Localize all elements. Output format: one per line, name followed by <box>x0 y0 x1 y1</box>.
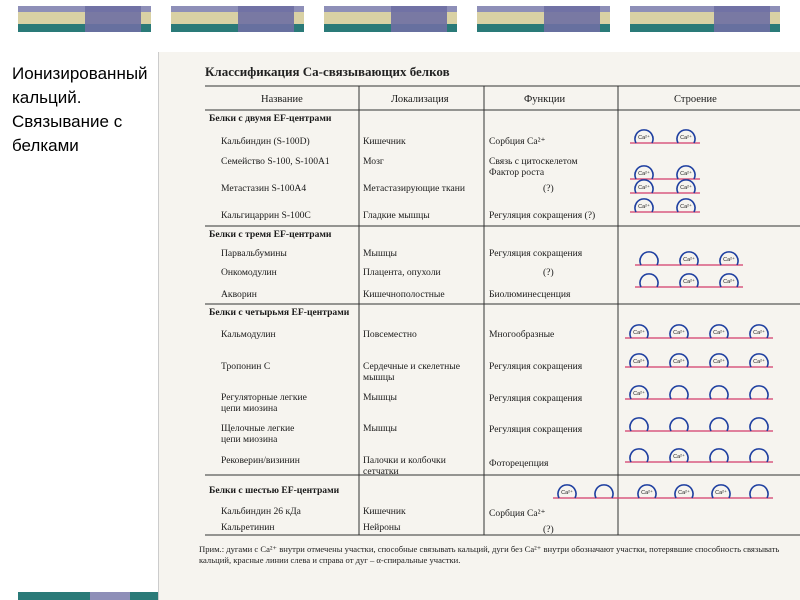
ef-hand-loop <box>750 449 768 462</box>
table-grid <box>159 52 800 600</box>
ca-bound-label: Ca²⁺ <box>753 330 765 336</box>
ca-bound-label: Ca²⁺ <box>633 359 645 365</box>
protein-localization: Метастазирующие ткани <box>363 183 466 194</box>
ca-bound-label: Ca²⁺ <box>678 490 690 496</box>
protein-name: Тропонин С <box>221 361 271 372</box>
ca-bound-label: Ca²⁺ <box>638 185 650 191</box>
protein-localization: Повсеместно <box>363 329 417 340</box>
protein-function: Сорбция Ca²⁺ <box>489 136 546 147</box>
ca-bound-label: Ca²⁺ <box>680 135 692 141</box>
protein-name: Акворин <box>221 289 257 300</box>
ca-bound-label: Ca²⁺ <box>673 454 685 460</box>
ca-bound-label: Ca²⁺ <box>633 330 645 336</box>
ca-bound-label: Ca²⁺ <box>713 330 725 336</box>
ef-hand-loop <box>595 485 613 498</box>
protein-function: (?) <box>543 183 554 194</box>
ca-bound-label: Ca²⁺ <box>713 359 725 365</box>
band-tile <box>477 6 610 36</box>
protein-localization-line2: сетчатки <box>363 466 399 477</box>
protein-function: Фоторецепция <box>489 458 549 469</box>
ef-hand-loop <box>750 386 768 399</box>
ca-bound-label: Ca²⁺ <box>680 185 692 191</box>
ef-hand-loop <box>630 449 648 462</box>
table-title: Классификация Са-связывающих белков <box>205 64 450 79</box>
protein-name-line2: цепи миозина <box>221 434 278 445</box>
ca-bound-label: Ca²⁺ <box>715 490 727 496</box>
protein-localization: Кишечник <box>363 506 406 517</box>
column-header-name: Название <box>261 94 303 105</box>
ef-hand-loop <box>640 274 658 287</box>
ca-bound-label: Ca²⁺ <box>680 204 692 210</box>
ca-bound-label: Ca²⁺ <box>638 204 650 210</box>
ef-hand-loop <box>670 418 688 431</box>
band-tile <box>171 6 304 36</box>
column-header-localization: Локализация <box>391 94 449 105</box>
protein-function: Регуляция сокращения <box>489 393 583 404</box>
bottom-decorative-band <box>90 592 130 600</box>
ca-bound-label: Ca²⁺ <box>561 490 573 496</box>
ca-bound-label: Ca²⁺ <box>673 359 685 365</box>
group-label: Белки с двумя EF-центрами <box>209 113 332 124</box>
protein-name: Кальгицаррин S-100C <box>221 210 311 221</box>
protein-localization: Гладкие мышцы <box>363 210 430 221</box>
band-tile <box>324 6 457 36</box>
protein-name: Щелочные легкие <box>221 423 295 434</box>
ca-bound-label: Ca²⁺ <box>723 257 735 263</box>
protein-name: Рековерин/визинин <box>221 455 300 466</box>
protein-name-line2: цепи миозина <box>221 403 278 414</box>
slide-heading-line: Ионизированный <box>12 64 148 83</box>
band-tile <box>630 6 780 36</box>
ca-bound-label: Ca²⁺ <box>723 279 735 285</box>
group-label: Белки с шестью EF-центрами <box>209 485 340 496</box>
protein-name: Кальбиндин 26 кДа <box>221 506 301 517</box>
ca-bound-label: Ca²⁺ <box>633 391 645 397</box>
protein-localization: Кишечник <box>363 136 406 147</box>
ca-bound-label: Ca²⁺ <box>638 171 650 177</box>
scanned-table-image <box>159 52 800 600</box>
column-header-functions: Функции <box>524 94 566 105</box>
protein-name: Парвальбумины <box>221 248 287 259</box>
protein-localization: Сердечные и скелетные <box>363 361 460 372</box>
protein-localization: Кишечнополостные <box>363 289 445 300</box>
protein-function: Связь с цитоскелетом <box>489 156 578 167</box>
ca-bound-label: Ca²⁺ <box>683 279 695 285</box>
protein-localization: Палочки и колбочки <box>363 455 446 466</box>
protein-function: Сорбция Ca²⁺ <box>489 508 546 519</box>
bottom-decorative-band <box>18 592 158 600</box>
protein-localization-line2: мышцы <box>363 372 395 383</box>
protein-localization: Нейроны <box>363 522 401 533</box>
table-footnote: Прим.: дугами с Ca²⁺ внутри отмечены участки, способные связывать кальций, дуги без Ca²⁺ внутри обозначают участки, потерявшие способность связывать кальций, красные линии слева и справа от дуг – α-спиральные участки. <box>199 544 780 565</box>
protein-name: Регуляторные легкие <box>221 392 307 403</box>
column-header-structure: Строение <box>674 94 717 105</box>
group-label: Белки с тремя EF-центрами <box>209 229 332 240</box>
protein-function: (?) <box>543 524 554 535</box>
ef-hand-loop <box>750 485 768 498</box>
protein-function: Регуляция сокращения <box>489 424 583 435</box>
protein-function: Регуляция сокращения <box>489 248 583 259</box>
protein-localization: Плацента, опухоли <box>363 267 441 278</box>
protein-name: Онкомодулин <box>221 267 277 278</box>
protein-name: Кальретинин <box>221 522 275 533</box>
protein-name: Кальмодулин <box>221 329 276 340</box>
protein-localization: Мозг <box>363 156 384 167</box>
ca-bound-label: Ca²⁺ <box>683 257 695 263</box>
protein-localization: Мышцы <box>363 248 397 259</box>
ca-bound-label: Ca²⁺ <box>753 359 765 365</box>
slide-heading-line: кальций. <box>12 88 82 107</box>
band-tile <box>18 6 151 36</box>
protein-function: Биолюминесценция <box>489 289 571 300</box>
ef-hand-loop <box>670 386 688 399</box>
ef-hand-loop <box>710 449 728 462</box>
ef-hand-loop <box>710 386 728 399</box>
group-label: Белки с четырьмя EF-центрами <box>209 307 350 318</box>
ca-bound-label: Ca²⁺ <box>638 135 650 141</box>
protein-name: Семейство S-100, S-100A1 <box>221 156 330 167</box>
protein-function: Регуляция сокращения (?) <box>489 210 596 221</box>
slide-heading <box>12 62 172 158</box>
ef-hand-loop <box>750 418 768 431</box>
ef-hand-loop <box>630 418 648 431</box>
protein-localization: Мышцы <box>363 392 397 403</box>
ca-bound-label: Ca²⁺ <box>673 330 685 336</box>
slide-heading-line: Связывание с <box>12 112 123 131</box>
protein-localization: Мышцы <box>363 423 397 434</box>
ef-hand-loop <box>640 252 658 265</box>
protein-name: Метастазин S-100A4 <box>221 183 307 194</box>
protein-function-line2: Фактор роста <box>489 167 545 178</box>
protein-function: (?) <box>543 267 554 278</box>
ca-bound-label: Ca²⁺ <box>680 171 692 177</box>
ca-bound-label: Ca²⁺ <box>641 490 653 496</box>
protein-function: Многообразные <box>489 329 555 340</box>
top-decorative-band <box>0 0 800 44</box>
protein-name: Кальбиндин (S-100D) <box>221 136 310 147</box>
ef-hand-loop <box>710 418 728 431</box>
protein-function: Регуляция сокращения <box>489 361 583 372</box>
slide-heading-line: белками <box>12 136 79 155</box>
